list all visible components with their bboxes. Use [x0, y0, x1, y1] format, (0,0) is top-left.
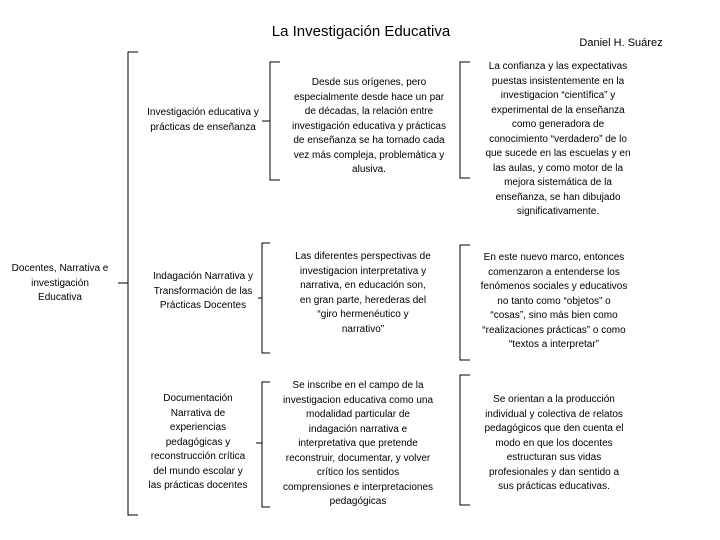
author-name: Daniel H. Suárez: [579, 37, 663, 49]
detail-2-bracket: [460, 245, 470, 360]
branch-3-detail-2: Se orientan a la producción individual y colectiva de relatos pedagógicos que den cuenta el modo en que los docentes estructuran sus vidas profesionales y dan sentido a sus prácticas educativas.: [484, 394, 624, 492]
main-bracket: [128, 52, 138, 515]
root-concept: Docentes, Narrativa e investigación Educativa: [11, 263, 109, 303]
branch-1-detail-1: Desde sus orígenes, pero especialmente desde hace un par de décadas, la relación entre investigación educativa y prácticas de enseñanza se ha tornado cada vez más compleja, problemática y alusiva.: [292, 77, 446, 175]
branch-label-narrative-inquiry: Indagación Narrativa y Transformación de las Prácticas Docentes: [152, 271, 254, 311]
branch-2-detail-1: Las diferentes perspectivas de investigacion interpretativa y narrativa, en educación son, en gran parte, herederas del “giro hermenéutico y narrativo”: [295, 251, 431, 335]
detail-3-bracket: [460, 375, 470, 505]
page-title: La Investigación Educativa: [271, 23, 451, 40]
branch-3-detail-1: Se inscribe en el campo de la investigacion educativa como una modalidad particular de indagación narrativa e interpretativa que pretende reconstruir, documentar, y volver crítico los sentidos comprensiones e interpretaciones pedagógicas: [282, 380, 434, 507]
detail-1-bracket: [460, 62, 470, 178]
branch-2-detail-2: En este nuevo marco, entonces comenzaron a entenderse los fenómenos sociales y educativos no tanto como “objetos” o “cosas”, sino más bien como “realizaciones prácticas” o como “textos a interpretar”: [480, 252, 628, 350]
branch-label-narrative-documentation: Documentación Narrativa de experiencias pedagógicas y reconstrucción crítica del mundo escolar y las prácticas docentes: [148, 393, 248, 491]
branch-1-bracket: [270, 62, 280, 180]
branch-1-detail-2: La confianza y las expectativas puestas insistentemente en la investigacion “científica” y experimental de la enseñanza como generadora de conocimiento “verdadero” de lo que sucede en las escuelas y en las aulas, y como motor de la mejora sistemática de la enseñanza, se han dibujado significativamente.: [485, 61, 631, 217]
branch-label-research-practices: Investigación educativa y prácticas de enseñanza: [147, 107, 259, 133]
